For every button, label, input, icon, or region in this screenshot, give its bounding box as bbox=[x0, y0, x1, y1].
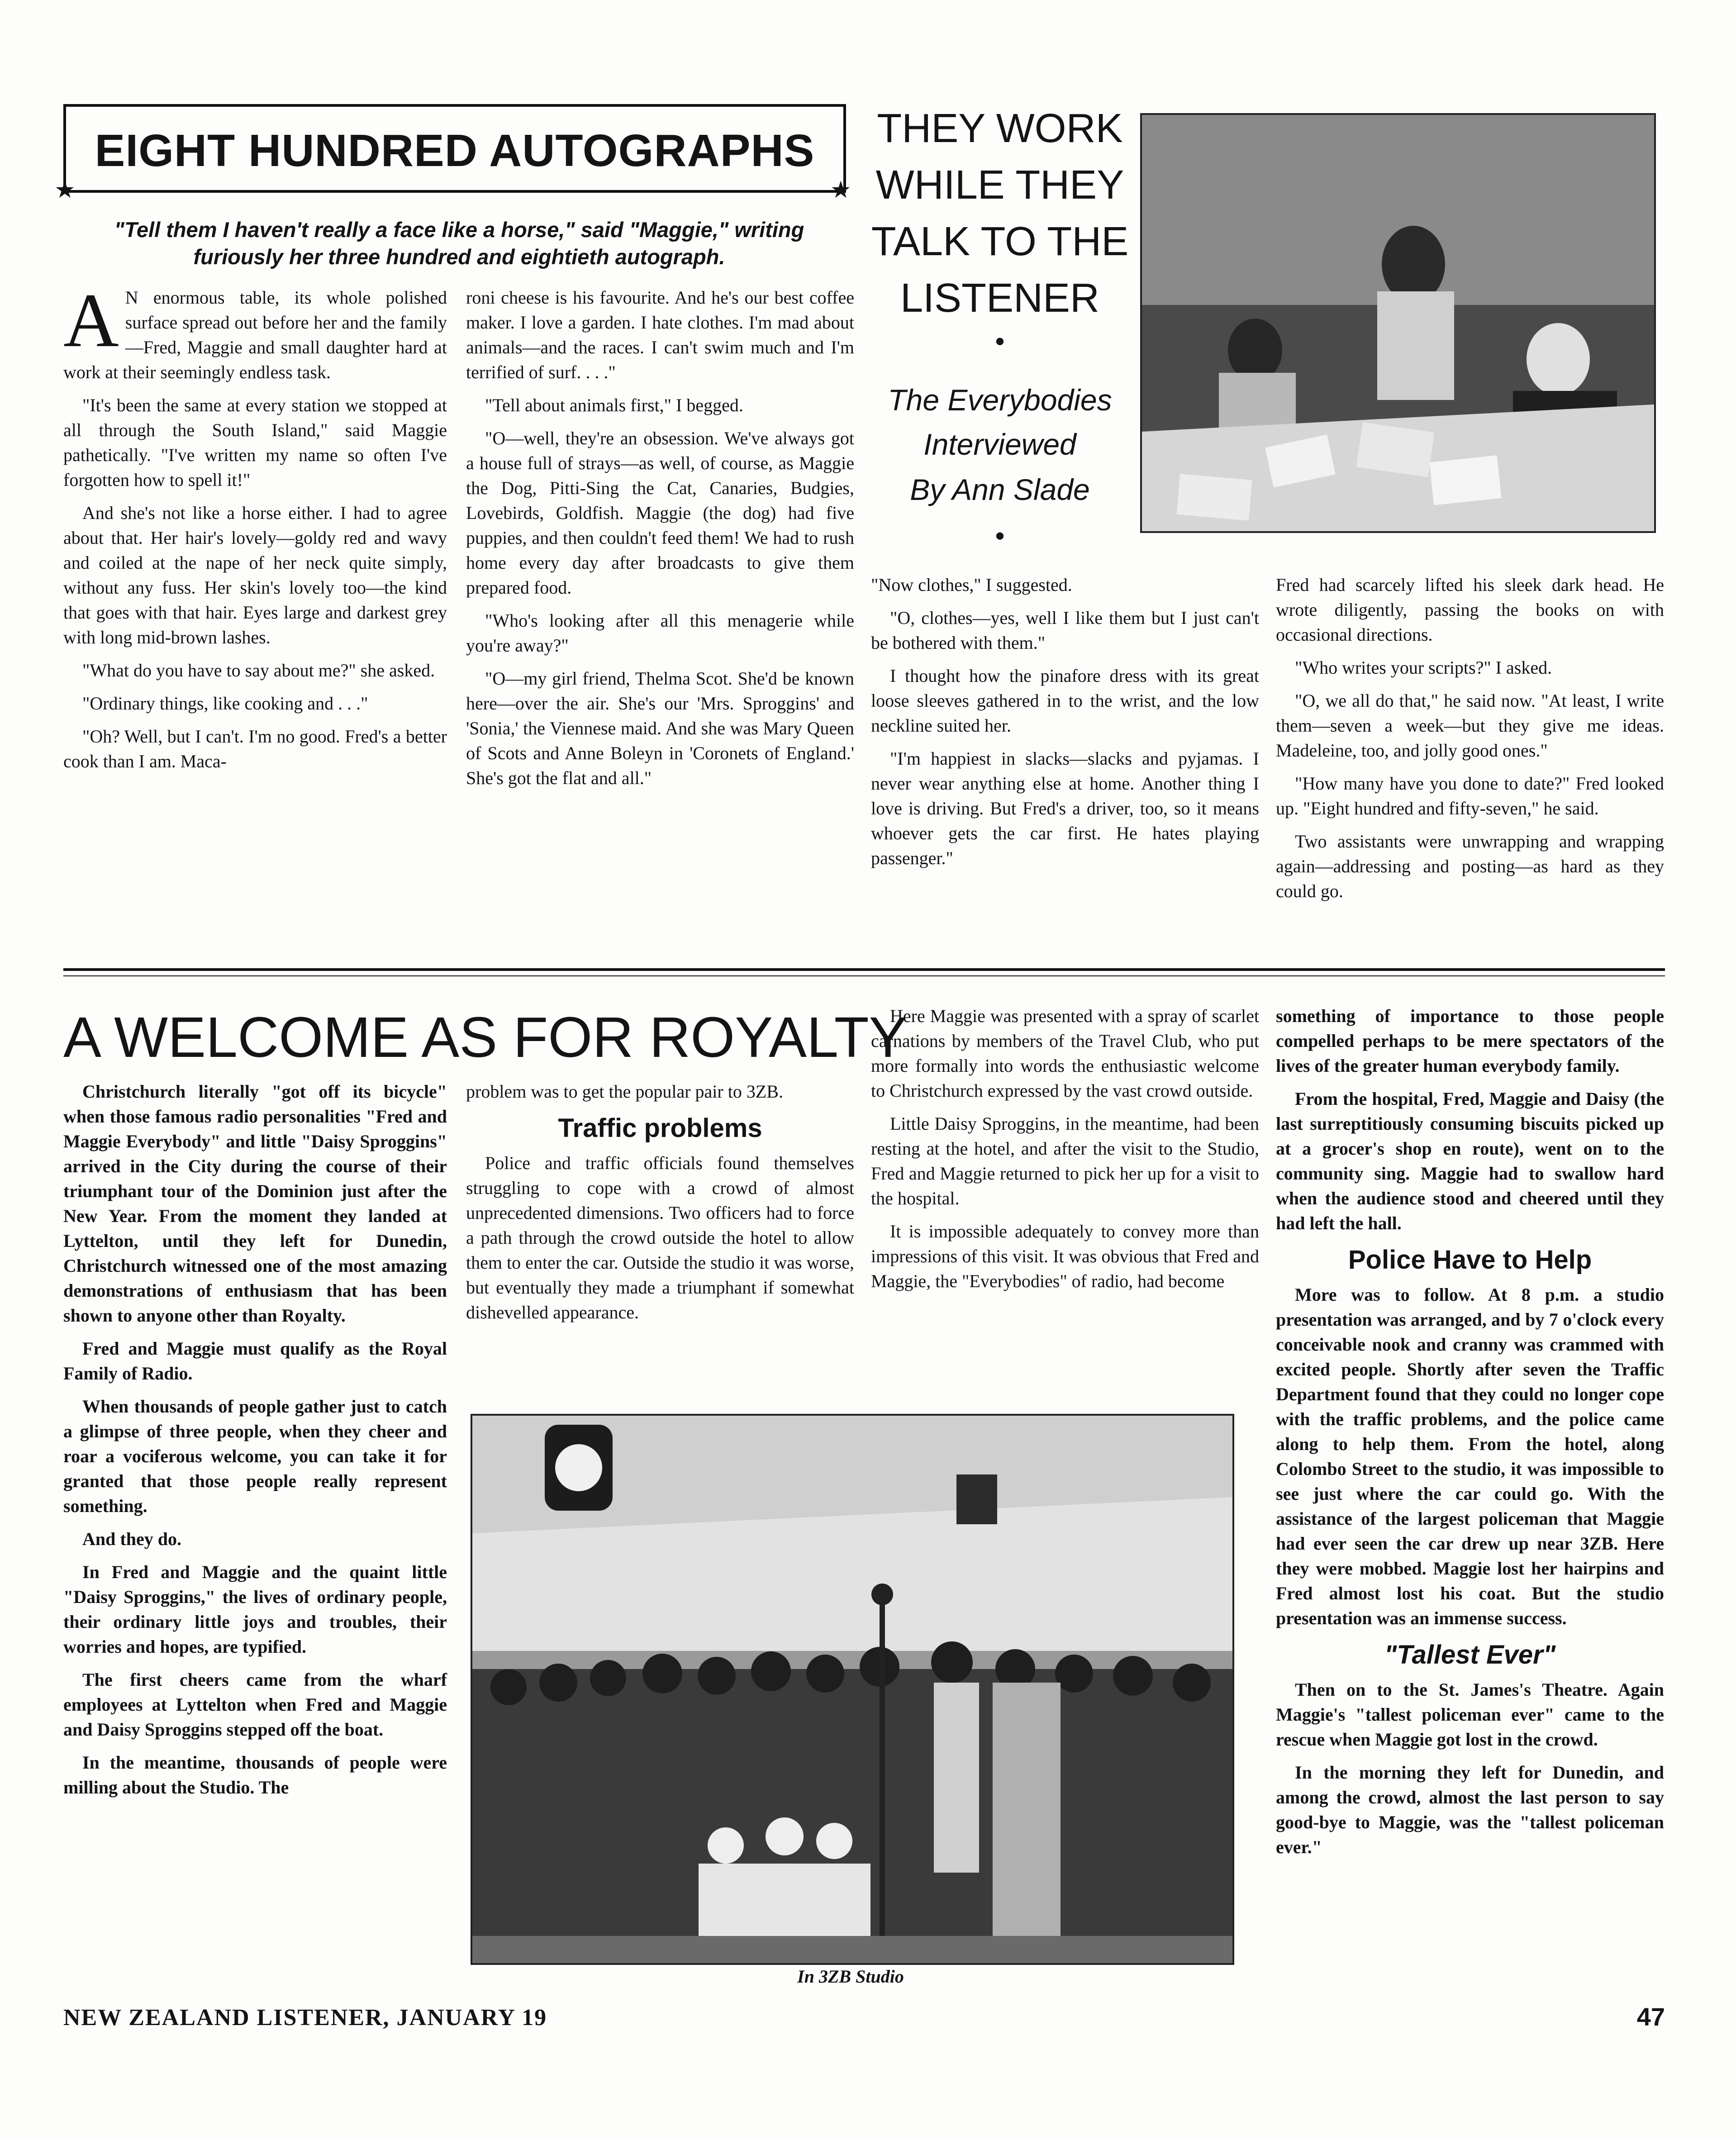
paragraph: Two assistants were unwrapping and wrapping again—addressing and posting—as hard as they could go. bbox=[1276, 831, 1664, 901]
article2-headline: A WELCOME AS FOR ROYALTY bbox=[63, 1005, 907, 1069]
paragraph: Fred had scarcely lifted his sleek dark head. He wrote diligently, passing the books on with occasional directions. bbox=[1276, 575, 1664, 645]
paragraph: It is impossible adequately to convey more than impressions of this visit. It was obvious that Fred and Maggie, the "Everybodies" of radio, had become bbox=[871, 1221, 1259, 1291]
paragraph: "Oh? Well, but I can't. I'm no good. Fred's a better cook than I am. Maca- bbox=[63, 726, 447, 771]
paragraph: "Ordinary things, like cooking and . . ." bbox=[82, 693, 368, 713]
paragraph: I thought how the pinafore dress with its great loose sleeves gathered in to the wrist, and the low neckline suited her. bbox=[871, 666, 1259, 736]
paragraph: The first cheers came from the wharf employees at Lyttelton when Fred and Maggie and Daisy Sproggins stepped off the boat. bbox=[63, 1669, 447, 1740]
section-divider bbox=[63, 968, 1665, 971]
paragraph: something of importance to those people compelled perhaps to be mere spectators of the lives of the greater human everybody family. bbox=[1276, 1006, 1664, 1076]
paragraph: "Who writes your scripts?" I asked. bbox=[1295, 657, 1552, 678]
section-divider-thin bbox=[63, 975, 1665, 976]
paragraph: "How many have you done to date?" Fred looked up. "Eight hundred and fifty-seven," he said. bbox=[1276, 773, 1664, 818]
photo-caption: In 3ZB Studio bbox=[797, 1966, 904, 1987]
side-byline: By Ann Slade bbox=[910, 473, 1090, 506]
paragraph: Christchurch literally "got off its bicycle" when those famous radio personalities "Fred and Maggie Everybody" and little "Daisy Sproggins" arrived in the City during the course of their triumphant tour of the Dominion just after the New Year. From the moment they landed at Lyttelton, until they left for Dunedin, Christchurch witnessed one of the most amazing demonstrations of enthusiasm that has been shown to anyone other than Royalty. bbox=[63, 1081, 447, 1326]
article2-col4 bbox=[1276, 1003, 1664, 1868]
paragraph: problem was to get the popular pair to 3ZB. bbox=[466, 1081, 783, 1102]
paragraph: "O, clothes—yes, well I like them but I just can't be bothered with them." bbox=[871, 608, 1259, 653]
star-right-icon: ★ bbox=[830, 177, 851, 203]
paragraph: "It's been the same at every station we stopped at all through the South Island," said Maggie pathetically. "I've written my name so often I've forgotten how to spell it!" bbox=[63, 395, 447, 490]
paragraph: A N enormous table, its whole polished surface spread out before her and the family—Fred, Maggie and small daughter hard at work at their seemingly endless task. bbox=[63, 278, 447, 382]
paragraph: Police and traffic officials found themselves struggling to cope with a crowd of almost unprecedented dimensions. Two officers had to force a path through the crowd outside the hotel to allow them to enter the car. Outside the studio it was worse, but eventually they made a triumphant if somewhat dishevelled appearance. bbox=[466, 1153, 854, 1322]
paragraph: "What do you have to say about me?" she asked. bbox=[82, 660, 435, 680]
star-left-icon: ★ bbox=[54, 177, 76, 203]
article2-col2 bbox=[466, 1079, 854, 1333]
bullet-dot-bottom: • bbox=[995, 521, 1005, 551]
paragraph: "O, we all do that," he said now. "At least, I write them—seven a week—but they give me ideas. Madeleine, too, and jolly good ones." bbox=[1276, 690, 1664, 761]
paragraph: "Now clothes," I suggested. bbox=[871, 575, 1072, 595]
subhead-tallest-ever: "Tallest Ever" bbox=[1384, 1640, 1556, 1669]
article1-headline: EIGHT HUNDRED AUTOGRAPHS bbox=[95, 125, 815, 176]
paragraph: roni cheese is his favourite. And he's our best coffee maker. I love a garden. I hate clothes. I'm mad about animals—and the races. I can't swim much and I'm terrified of surf. . . ." bbox=[466, 287, 854, 382]
paragraph: Here Maggie was presented with a spray of scarlet carnations by members of the Travel Club, who put more formally into words the enthusiastic welcome to Christchurch expressed by the vast crowd outside. bbox=[871, 1006, 1259, 1101]
bullet-dot-top: • bbox=[995, 326, 1005, 357]
paragraph: Fred and Maggie must qualify as the Royal Family of Radio. bbox=[63, 1338, 447, 1384]
paragraph: In the meantime, thousands of people were milling about the Studio. The bbox=[63, 1752, 447, 1798]
paragraph: "I'm happiest in slacks—slacks and pyjamas. I never wear anything else at home. Another thing I love is driving. But Fred's a driver, too, so it means whoever gets the car first. He hates playing passenger." bbox=[871, 748, 1259, 868]
side-subtitle: The Everybodies Interviewed bbox=[888, 383, 1112, 461]
article2-col3 bbox=[871, 1003, 1259, 1302]
paragraph: When thousands of people gather just to catch a glimpse of three people, when they cheer and roar a vociferous welcome, you can take it for granted that those people really represent something. bbox=[63, 1396, 447, 1516]
paragraph: In Fred and Maggie and the quaint little "Daisy Sproggins," the lives of ordinary people, their ordinary little joys and troubles, their worries and hopes, are typified. bbox=[63, 1562, 447, 1657]
article1-col4 bbox=[1276, 572, 1664, 912]
subhead-traffic-problems: Traffic problems bbox=[558, 1113, 762, 1143]
subhead-police-have-to-help: Police Have to Help bbox=[1348, 1245, 1592, 1274]
paragraph: And they do. bbox=[82, 1529, 181, 1549]
paragraph: "Who's looking after all this menagerie while you're away?" bbox=[466, 610, 854, 656]
article1-col1 bbox=[63, 278, 447, 782]
footer-publication: NEW ZEALAND LISTENER, JANUARY 19 bbox=[63, 2005, 547, 2031]
article1-standfirst: "Tell them I haven't really a face like a horse," said "Maggie," writing furiously her three hundred and eightieth autograph. bbox=[114, 218, 804, 269]
paragraph: Little Daisy Sproggins, in the meantime, had been resting at the hotel, and after the visit to the Studio, Fred and Maggie returned to pick her up for a visit to the hospital. bbox=[871, 1113, 1259, 1208]
dropcap: A bbox=[63, 278, 119, 363]
article1-col2 bbox=[466, 285, 854, 799]
paragraph: More was to follow. At 8 p.m. a studio presentation was arranged, and by 7 o'clock every conceivable nook and cranny was crammed with excited people. Shortly after seven the Traffic Department found that they could no longer cope with the traffic problems, and the police came along to help them. From the hotel, along Colombo Street to the studio, it was impossible to see just where the car could go. With the assistance of the largest policeman that Maggie had ever seen the car drew up near 3ZB. Here they were mobbed. Maggie lost her hairpins and Fred almost lost his coat. But the studio presentation was an immense success. bbox=[1276, 1284, 1664, 1628]
paragraph: "Tell about animals first," I begged. bbox=[485, 395, 743, 415]
article1-col3 bbox=[871, 572, 1259, 879]
page-number: 47 bbox=[1636, 2002, 1665, 2031]
paragraph: In the morning they left for Dunedin, and among the crowd, almost the last person to say good-bye to Maggie, was the "tallest policeman ever." bbox=[1276, 1762, 1664, 1857]
studio-crowd-photo bbox=[471, 1414, 1234, 1965]
paragraph: "O—well, they're an obsession. We've always got a house full of strays—as well, of course, as Maggie the Dog, Pitti-Sing the Cat, Canaries, Budgies, Lovebirds, Goldfish. Maggie (the dog) had five puppies, and then couldn't feed them! We had to rush home every day after broadcasts to give them prepared food. bbox=[466, 428, 854, 598]
photo-illustration bbox=[1142, 115, 1654, 531]
side-title: THEY WORK WHILE THEY TALK TO THE LISTENER bbox=[871, 106, 1129, 321]
paragraph: "O—my girl friend, Thelma Scot. She'd be known here—over the air. She's our 'Mrs. Sproggins' and 'Sonia,' the Viennese maid. And she was Mary Queen of Scots and Anne Boleyn in 'Coronets of England.' She's got the flat and all." bbox=[466, 668, 854, 788]
photo-illustration bbox=[472, 1416, 1232, 1963]
paragraph: And she's not like a horse either. I had to agree about that. Her hair's lovely—goldy red and wavy and coiled at the nape of her neck quite simply, without any fuss. Her skin's lovely too—the kind that goes with that hair. Eyes large and darkest grey with long mid-brown lashes. bbox=[63, 503, 447, 647]
family-autographs-photo bbox=[1140, 113, 1656, 533]
article2-col1 bbox=[63, 1079, 447, 1808]
paragraph: From the hospital, Fred, Maggie and Daisy (the last surreptitiously consuming biscuits picked up at a grocer's shop en route), went on to the community sing. Maggie had to swallow hard when the audience stood and cheered until they had left the hall. bbox=[1276, 1089, 1664, 1233]
paragraph: Then on to the St. James's Theatre. Again Maggie's "tallest policeman ever" came to the rescue when Maggie got lost in the crowd. bbox=[1276, 1679, 1664, 1750]
